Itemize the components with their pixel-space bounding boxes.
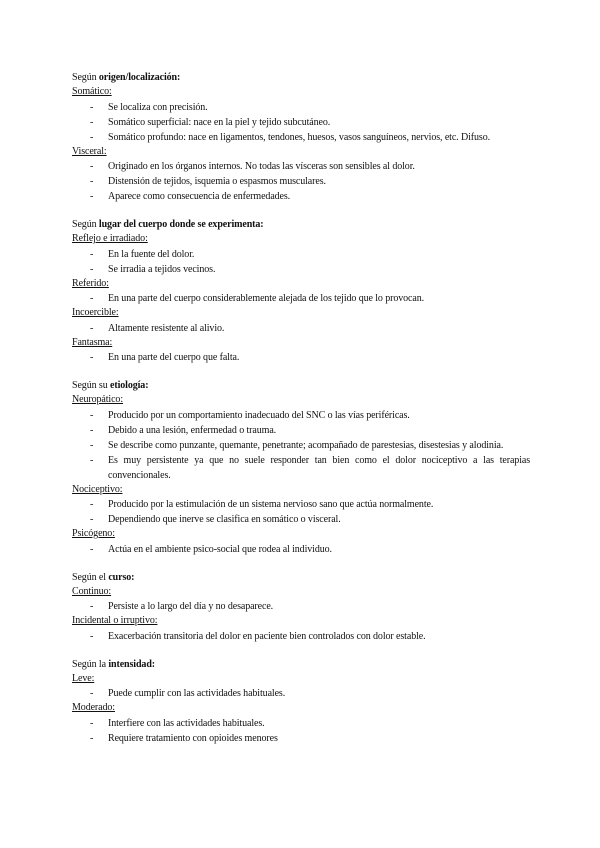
bullet-list: [72, 408, 530, 483]
classification-section: [72, 657, 530, 746]
dash-bullet-icon: -: [90, 424, 94, 436]
list-item: [72, 716, 530, 731]
list-item-text: En una parte del cuerpo considerablemente alejada de los tejido que lo provocan.: [108, 293, 425, 304]
list-item: [72, 629, 530, 644]
list-item-text: Exacerbación transitoria del dolor en paciente bien controlados con dolor estable.: [108, 630, 426, 642]
category-label: Psicógeno:: [72, 528, 115, 539]
list-item: [72, 174, 530, 189]
classification-section: [72, 570, 530, 644]
dash-bullet-icon: -: [90, 409, 94, 421]
classification-section: [72, 70, 530, 204]
section-heading-prefix: Según el: [72, 571, 109, 583]
list-item: [72, 159, 530, 174]
list-item-text: Dependiendo que inerve se clasifica en somático o visceral.: [108, 514, 341, 525]
list-item: [72, 731, 530, 746]
list-item-text: Se irradia a tejidos vecinos.: [108, 263, 216, 275]
list-item-text: Distensión de tejidos, isquemia o espasmos musculares.: [108, 176, 326, 187]
category-label: Reflejo e irradiado:: [72, 233, 148, 244]
section-heading-prefix: Según su: [72, 380, 110, 391]
bullet-list: [72, 350, 530, 365]
dash-bullet-icon: -: [90, 352, 94, 363]
document-page: [72, 70, 530, 746]
list-item: [72, 321, 530, 336]
list-item-text: Somático profundo: nace en ligamentos, tendones, huesos, vasos sanguíneos, nervios, etc. Difuso.: [108, 131, 490, 143]
dash-bullet-icon: -: [90, 439, 94, 451]
list-item: [72, 291, 530, 306]
bullet-list: [72, 686, 530, 701]
bullet-list: [72, 599, 530, 614]
list-item: [72, 189, 530, 204]
list-item-text: Somático superficial: nace en la piel y tejido subcutáneo.: [108, 116, 331, 128]
category-label: Incoercible:: [72, 307, 119, 318]
bullet-list: [72, 291, 530, 306]
dash-bullet-icon: -: [90, 263, 94, 275]
list-item: [72, 453, 530, 483]
section-heading: [72, 217, 530, 232]
category-label: Somático:: [72, 86, 112, 97]
list-item: [72, 130, 530, 145]
dash-bullet-icon: -: [90, 543, 94, 555]
category-label: Incidental o irruptivo:: [72, 615, 158, 626]
section-heading: [72, 657, 530, 672]
bullet-list: [72, 629, 530, 644]
bullet-list: [72, 100, 530, 145]
classification-section: [72, 217, 530, 365]
bullet-list: [72, 247, 530, 277]
list-item-text: En la fuente del dolor.: [108, 248, 195, 260]
section-heading-title: curso:: [108, 571, 135, 583]
list-item: [72, 497, 530, 512]
list-item-text: Es muy persistente ya que no suele responder tan bien como el dolor nociceptivo a las terapias convencionales.: [108, 454, 530, 481]
list-item: [72, 408, 530, 423]
section-heading: [72, 70, 530, 85]
bullet-list: [72, 159, 530, 204]
list-item-text: Producido por un comportamiento inadecuado del SNC o las vías periféricas.: [108, 409, 410, 421]
list-item: [72, 512, 530, 527]
list-item-text: Aparece como consecuencia de enfermedades.: [108, 191, 291, 202]
list-item-text: Persiste a lo largo del día y no desaparece.: [108, 601, 274, 612]
section-heading-title: etiología:: [110, 380, 149, 391]
dash-bullet-icon: -: [90, 688, 94, 699]
dash-bullet-icon: -: [90, 116, 94, 128]
dash-bullet-icon: -: [90, 161, 94, 172]
bullet-list: [72, 542, 530, 557]
dash-bullet-icon: -: [90, 454, 94, 466]
dash-bullet-icon: -: [90, 499, 94, 510]
list-item: [72, 350, 530, 365]
list-item-text: Se describe como punzante, quemante, penetrante; acompañado de parestesias, disestesias y alodinia.: [108, 439, 504, 451]
section-heading-prefix: Según: [72, 219, 99, 230]
list-item: [72, 599, 530, 614]
list-item: [72, 247, 530, 262]
dash-bullet-icon: -: [90, 176, 94, 187]
section-heading-title: intensidad:: [108, 658, 156, 670]
bullet-list: [72, 497, 530, 527]
dash-bullet-icon: -: [90, 514, 94, 525]
dash-bullet-icon: -: [90, 131, 94, 143]
section-heading: [72, 570, 530, 585]
list-item-text: Actúa en el ambiente psico-social que rodea al individuo.: [108, 543, 332, 555]
section-heading: [72, 378, 530, 393]
list-item: [72, 423, 530, 438]
dash-bullet-icon: -: [90, 717, 94, 729]
list-item-text: Se localiza con precisión.: [108, 101, 208, 113]
category-label: Moderado:: [72, 702, 115, 713]
list-item: [72, 115, 530, 130]
category-label: Visceral:: [72, 145, 107, 157]
dash-bullet-icon: -: [90, 322, 94, 334]
list-item-text: Interfiere con las actividades habituales.: [108, 717, 265, 729]
dash-bullet-icon: -: [90, 630, 94, 642]
list-item: [72, 100, 530, 115]
section-heading-title: lugar del cuerpo donde se experimenta:: [98, 219, 264, 230]
dash-bullet-icon: -: [90, 732, 94, 744]
classification-section: [72, 378, 530, 557]
section-heading-title: origen/localización:: [98, 72, 181, 83]
section-heading-prefix: Según: [72, 72, 99, 83]
list-item-text: En una parte del cuerpo que falta.: [108, 352, 240, 363]
list-item-text: Debido a una lesión, enfermedad o trauma.: [108, 424, 277, 436]
list-item-text: Originado en los órganos internos. No todas las vísceras son sensibles al dolor.: [108, 161, 415, 172]
category-label: Neuropático:: [72, 394, 124, 405]
list-item-text: Requiere tratamiento con opioides menores: [108, 732, 278, 744]
list-item: [72, 542, 530, 557]
dash-bullet-icon: -: [90, 601, 94, 612]
list-item: [72, 686, 530, 701]
dash-bullet-icon: -: [90, 101, 94, 113]
section-heading-prefix: Según la: [72, 658, 109, 670]
category-label: Referido:: [72, 277, 109, 289]
bullet-list: [72, 321, 530, 336]
list-item-text: Producido por la estimulación de un sistema nervioso sano que actúa normalmente.: [108, 499, 434, 510]
bullet-list: [72, 716, 530, 746]
list-item-text: Altamente resistente al alivio.: [108, 322, 225, 334]
category-label: Leve:: [72, 672, 95, 684]
category-label: Nociceptivo:: [72, 483, 123, 495]
dash-bullet-icon: -: [90, 191, 94, 202]
list-item-text: Puede cumplir con las actividades habituales.: [108, 688, 286, 699]
category-label: Continuo:: [72, 585, 112, 597]
list-item: [72, 262, 530, 277]
list-item: [72, 438, 530, 453]
dash-bullet-icon: -: [90, 293, 94, 304]
dash-bullet-icon: -: [90, 248, 94, 260]
category-label: Fantasma:: [72, 336, 113, 348]
